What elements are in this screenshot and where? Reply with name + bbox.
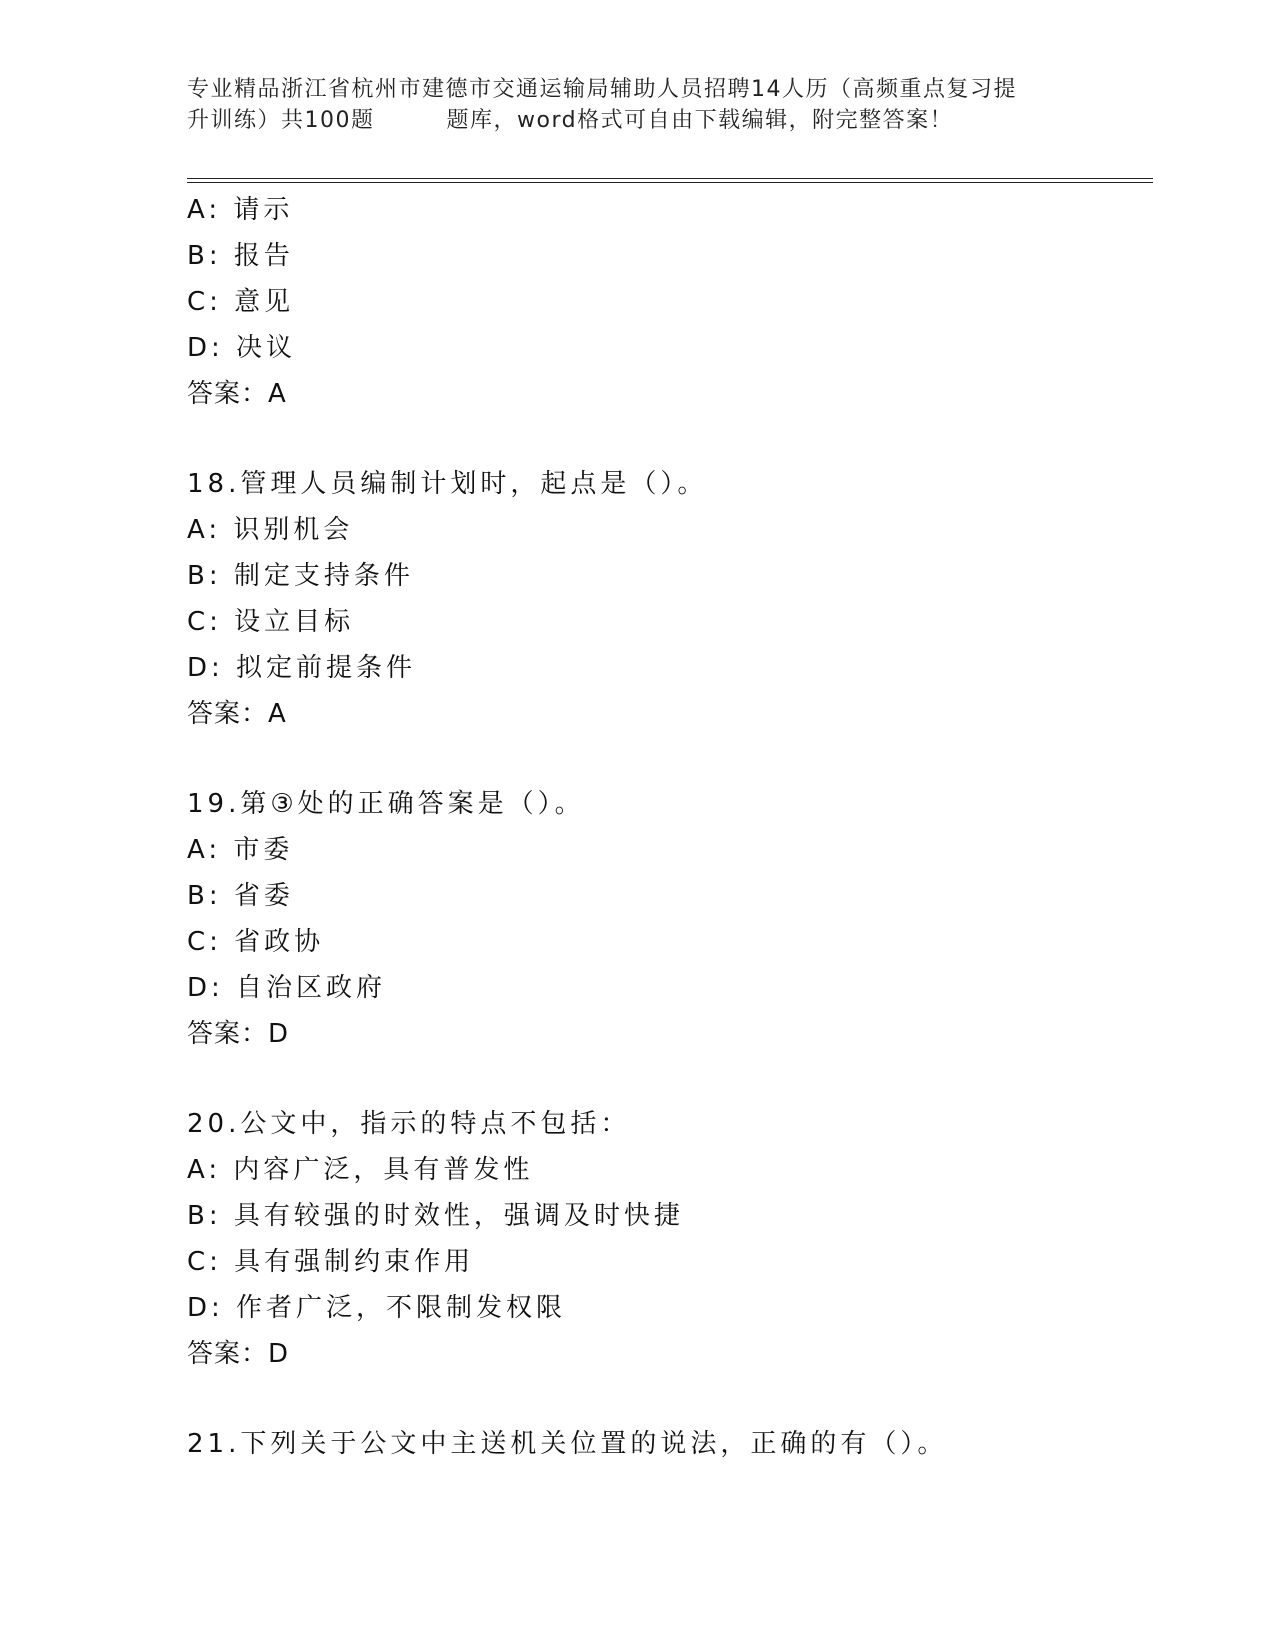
- question-21: [187, 1421, 1147, 1467]
- header-rule-bottom: [187, 182, 1153, 183]
- header-line-2-part-a: 升训练）共100题: [187, 108, 375, 133]
- document-header: [187, 74, 1087, 136]
- question-20: [187, 1101, 1147, 1377]
- question-stem: 20.公文中，指示的特点不包括：: [187, 1109, 631, 1139]
- option-a: A: 内容广泛，具有普发性: [187, 1155, 534, 1185]
- option-b: B: 省委: [187, 881, 294, 911]
- answer-line: 答案：A: [187, 699, 287, 729]
- answer-line: 答案：A: [187, 379, 287, 409]
- option-b: B: 具有较强的时效性，强调及时快捷: [187, 1201, 684, 1231]
- option-c: C: 具有强制约束作用: [187, 1247, 475, 1277]
- question-19: [187, 781, 1147, 1057]
- option-d: D: 作者广泛，不限制发权限: [187, 1293, 567, 1323]
- question-stem: 18.管理人员编制计划时，起点是（）。: [187, 469, 708, 499]
- option-d: D: 拟定前提条件: [187, 653, 417, 683]
- header-line-2-part-b: 题库，word格式可自由下载编辑，附完整答案！: [446, 108, 954, 133]
- answer-line: 答案：D: [187, 1019, 290, 1049]
- answer-line: 答案：D: [187, 1339, 290, 1369]
- header-line-2: [187, 105, 1087, 136]
- option-a: A: 市委: [187, 835, 294, 865]
- question-list: [187, 187, 1147, 1467]
- question-18: [187, 461, 1147, 737]
- option-a: A: 请示: [187, 195, 294, 225]
- option-c: C: 省政协: [187, 927, 325, 957]
- option-a: A: 识别机会: [187, 515, 354, 545]
- option-b: B: 制定支持条件: [187, 561, 414, 591]
- question-stem: 21.下列关于公文中主送机关位置的说法，正确的有（）。: [187, 1429, 948, 1459]
- option-c: C: 设立目标: [187, 607, 355, 637]
- question-stem: 19.第③处的正确答案是（）。: [187, 789, 585, 819]
- header-line-1: 专业精品浙江省杭州市建德市交通运输局辅助人员招聘14人历（高频重点复习提: [187, 77, 1017, 102]
- option-b: B: 报告: [187, 241, 294, 271]
- header-rule-top: [187, 178, 1153, 179]
- option-c: C: 意见: [187, 287, 295, 317]
- option-d: D: 决议: [187, 333, 297, 363]
- question-17-continued: [187, 187, 1147, 417]
- option-d: D: 自治区政府: [187, 973, 387, 1003]
